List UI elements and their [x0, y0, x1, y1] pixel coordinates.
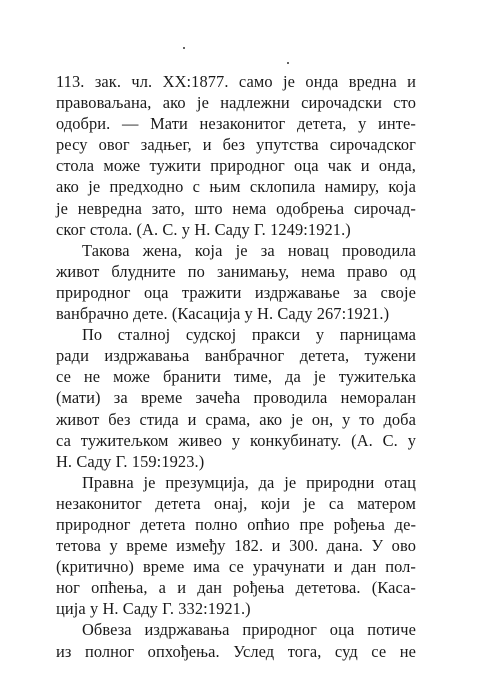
- text-line: ског стола. (А. С. у Н. Саду Г. 1249:1921.): [56, 219, 351, 239]
- text-line: из полног опхођења. Услед тога, суд се не: [56, 641, 416, 661]
- print-speck: [287, 62, 289, 64]
- text-line: природног оца тражити издржавање за своје: [56, 282, 416, 302]
- text-line: са тужитељком живео у конкубинату. (А. С. у: [56, 430, 416, 450]
- body-text: [56, 71, 416, 662]
- text-line: Н. Саду Г. 159:1923.): [56, 451, 205, 471]
- text-line: (мати) за време зачећа проводила неморалан: [56, 388, 416, 408]
- text-line: одобри. — Мати незаконитог детета, у инте-: [56, 114, 416, 134]
- text-line: По сталној судској пракси у парницама: [82, 325, 416, 345]
- print-speck: [183, 47, 185, 49]
- text-line: Обвеза издржавања природног оца потиче: [82, 620, 416, 640]
- text-line: ресу овог задњег, и без упутства сирочадског: [56, 135, 416, 155]
- text-line: правоваљана, ако је надлежни сирочадски сто: [56, 93, 416, 113]
- text-line: живот блудните по занимању, нема право од: [56, 261, 416, 281]
- text-line: ција у Н. Саду Г. 332:1921.): [56, 599, 251, 619]
- text-line: природног детета полно опћио пре рођења де-: [56, 514, 416, 534]
- text-line: је невредна зато, што нема одобрења сирочад-: [56, 198, 416, 218]
- text-line: Такова жена, која је за новац проводила: [82, 240, 416, 260]
- text-line: се не може бранити тиме, да је тужитељка: [56, 367, 416, 387]
- text-line: ванбрачно дете. (Касација у Н. Саду 267:1921.): [56, 304, 390, 324]
- text-line: ако је предходно с њим склопила намиру, која: [56, 177, 416, 197]
- text-line: 113. зак. чл. XX:1877. само је онда вредна и: [56, 72, 416, 91]
- text-line: незаконитог детета онај, који је са матером: [56, 493, 416, 513]
- text-line: Правна је презумција, да је природни отац: [82, 472, 416, 492]
- text-line: тетова у време између 182. и 300. дана. У ово: [56, 536, 416, 556]
- text-line: живот без стида и срама, ако је он, у то доба: [56, 409, 416, 429]
- text-line: (критично) време има се урачунати и дан пол-: [56, 557, 416, 577]
- text-line: ради издржавања ванбрачног детета, тужени: [56, 346, 416, 366]
- text-line: стола може тужити природног оца чак и онда,: [56, 156, 416, 176]
- text-line: ног опћења, а и дан рођења дететова. (Каса-: [56, 578, 416, 598]
